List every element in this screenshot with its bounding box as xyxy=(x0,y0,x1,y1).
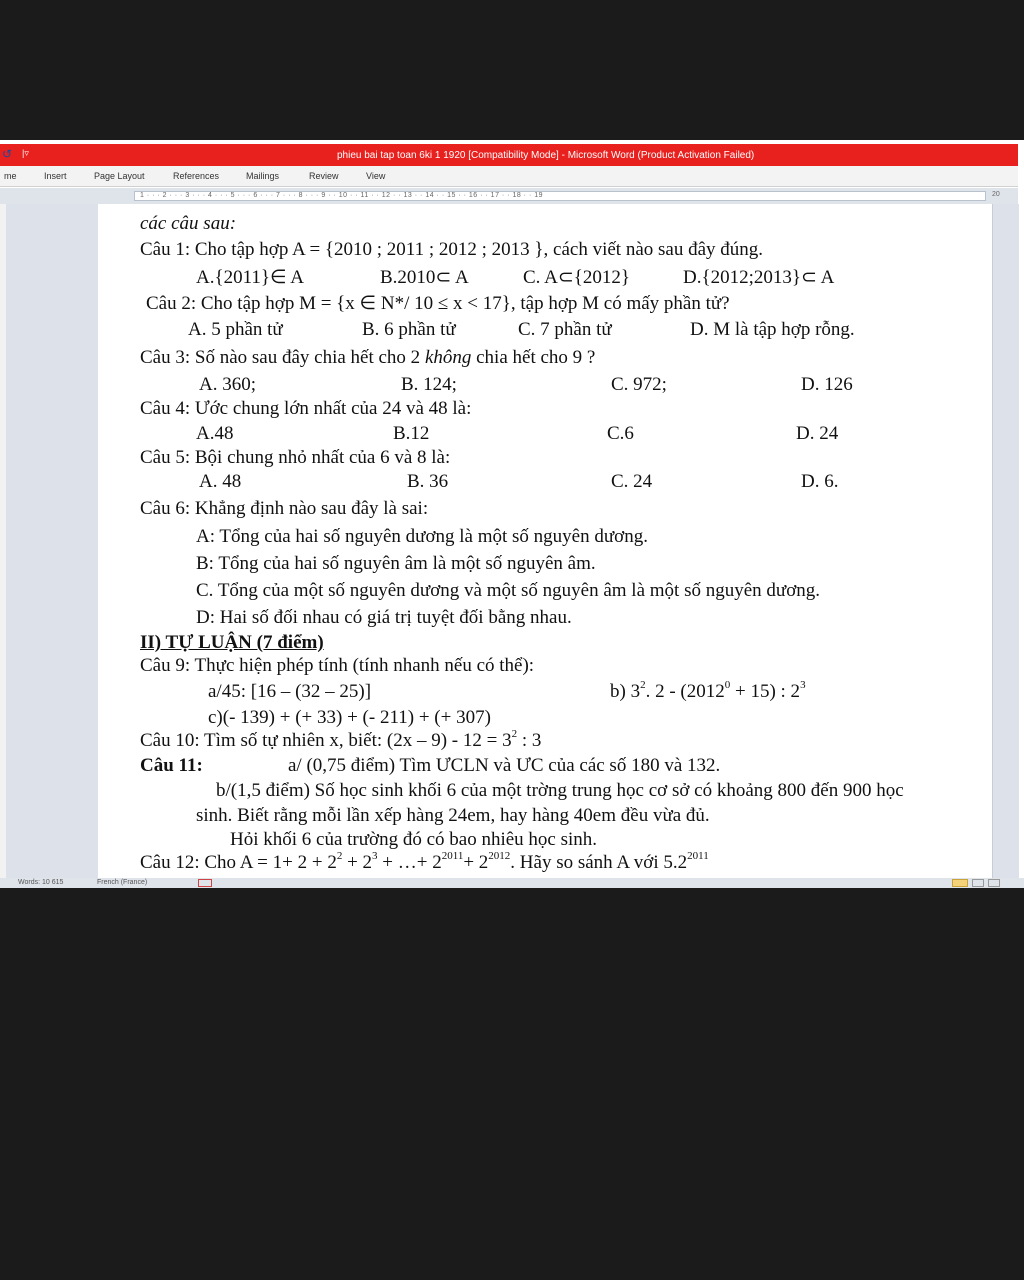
question-2-stem: Câu 2: Cho tập hợp M = {x ∈ N*/ 10 ≤ x < 17}, tập hợp M có mấy phần tử? xyxy=(146,293,730,314)
question-4-option-d: D. 24 xyxy=(796,423,839,444)
question-3-option-c: C. 972; xyxy=(611,374,667,395)
question-4-stem: Câu 4: Ước chung lớn nhất của 24 và 48 là: xyxy=(140,398,472,419)
q9b-text-3: + 15) : 2 xyxy=(730,681,801,702)
tab-view[interactable]: View xyxy=(366,171,386,181)
question-3-option-b: B. 124; xyxy=(401,374,457,395)
section-2-heading: II) TỰ LUẬN (7 điểm) xyxy=(140,632,324,653)
question-4-option-b: B.12 xyxy=(393,423,430,444)
question-3-option-a: A. 360; xyxy=(199,374,256,395)
quick-access-toolbar[interactable]: |▿ xyxy=(22,148,29,158)
q10-text-2: : 3 xyxy=(517,730,542,751)
question-11-part-a: a/ (0,75 điểm) Tìm ƯCLN và ƯC của các số 180 và 132. xyxy=(288,755,721,776)
question-4-option-c: C.6 xyxy=(607,423,634,444)
web-layout-view-icon[interactable] xyxy=(988,879,1000,887)
tab-page-layout[interactable]: Page Layout xyxy=(94,171,145,181)
ruler-end-number: 20 xyxy=(992,191,1000,198)
question-5-option-d: D. 6. xyxy=(801,471,839,492)
question-11-part-b-line-2: sinh. Biết rằng mỗi lần xếp hàng 24em, hay hàng 40em đều vừa đủ. xyxy=(196,805,710,826)
question-5-option-a: A. 48 xyxy=(199,471,242,492)
ribbon-tabs xyxy=(0,166,1018,187)
question-9-part-a: a/45: [16 – (32 – 25)] xyxy=(208,681,372,702)
question-11-label: Câu 11: xyxy=(140,755,203,776)
word-app-icon[interactable]: ↺ xyxy=(2,147,13,161)
ruler-ticks: 1 · · · 2 · · · 3 · · · 4 · · · 5 · · · 6 · · · 7 · · · 8 · · · 9 · · 10 · · 11 · · 12 · · 13 · · 14 · · 15 · · 16 · · 17 · · 18 · · 19 xyxy=(140,192,544,199)
tab-home[interactable]: me xyxy=(4,171,17,181)
intro-text: các câu sau: xyxy=(140,213,237,234)
question-5-stem: Câu 5: Bội chung nhỏ nhất của 6 và 8 là: xyxy=(140,447,451,468)
full-screen-view-icon[interactable] xyxy=(972,879,984,887)
title-bar xyxy=(0,144,1018,166)
q9b-exponent-2: 0 xyxy=(724,679,731,691)
q9b-exponent-1: 2 xyxy=(640,679,646,691)
macro-record-icon[interactable] xyxy=(198,879,212,887)
window-title: phieu bai tap toan 6ki 1 1920 [Compatibility Mode] - Microsoft Word (Product Activation Failed) xyxy=(337,150,755,161)
question-3-option-d: D. 126 xyxy=(801,374,853,395)
question-1-option-d: D.{2012;2013}⊂ A xyxy=(683,267,835,288)
question-9-part-b xyxy=(610,681,806,703)
question-6-statement-c: C. Tổng của một số nguyên dương và một số nguyên âm là một số nguyên dương. xyxy=(196,580,821,601)
q12-text-2: + 2 xyxy=(342,852,373,873)
question-10-stem xyxy=(140,730,541,752)
tab-references[interactable]: References xyxy=(173,171,220,181)
question-11-part-b-line-1: b/(1,5 điểm) Số học sinh khối 6 của một trờng trung học cơ sở có khoảng 800 đến 900 học xyxy=(216,780,904,801)
question-6-statement-b: B: Tổng của hai số nguyên âm là một số nguyên âm. xyxy=(196,553,596,574)
question-2-option-a: A. 5 phần tử xyxy=(188,319,283,340)
question-2-option-d: D. M là tập hợp rỗng. xyxy=(690,319,855,340)
q12-text-3: + …+ 2 xyxy=(377,852,442,873)
q12-text-4: + 2 xyxy=(463,852,489,873)
q9b-exponent-3: 3 xyxy=(800,679,806,691)
q12-text-5: . Hãy so sánh A với 5.2 xyxy=(510,852,688,873)
question-5-option-b: B. 36 xyxy=(407,471,449,492)
q9b-text-1: b) 3 xyxy=(610,681,641,702)
tab-review[interactable]: Review xyxy=(309,171,339,181)
print-layout-view-icon[interactable] xyxy=(952,879,968,887)
language-indicator[interactable]: French (France) xyxy=(97,879,148,886)
q12-exponent-5: 2011 xyxy=(687,850,709,862)
status-bar xyxy=(0,878,1024,888)
horizontal-ruler[interactable] xyxy=(0,188,1018,204)
q12-text-1: Câu 12: Cho A = 1+ 2 + 2 xyxy=(140,852,337,873)
question-4-option-a: A.48 xyxy=(196,423,234,444)
question-3-stem-end: chia hết cho 9 ? xyxy=(471,347,596,368)
question-9-part-c: c)(- 139) + (+ 33) + (- 211) + (+ 307) xyxy=(208,707,491,728)
question-3-stem-start: Câu 3: Số nào sau đây chia hết cho 2 xyxy=(140,347,425,368)
question-6-statement-d: D: Hai số đối nhau có giá trị tuyệt đối bằng nhau. xyxy=(196,607,572,628)
document-page[interactable] xyxy=(98,204,992,878)
question-11-part-b-line-3: Hỏi khối 6 của trường đó có bao nhiêu học sinh. xyxy=(230,829,598,850)
question-3-stem-emphasis: không xyxy=(424,347,472,368)
question-1-option-a: A.{2011}∈ A xyxy=(196,267,304,288)
question-5-option-c: C. 24 xyxy=(611,471,653,492)
question-1-option-c: C. A⊂{2012} xyxy=(523,267,631,288)
question-1-stem: Câu 1: Cho tập hợp A = {2010 ; 2011 ; 2012 ; 2013 }, cách viết nào sau đây đúng. xyxy=(140,239,764,260)
question-2-option-c: C. 7 phần tử xyxy=(518,319,612,340)
word-window xyxy=(0,140,1024,888)
tab-mailings[interactable]: Mailings xyxy=(246,171,280,181)
left-margin-area xyxy=(6,204,98,878)
question-6-statement-a: A: Tổng của hai số nguyên dương là một số nguyên dương. xyxy=(196,526,648,547)
q12-exponent-2: 3 xyxy=(372,850,378,862)
question-6-stem: Câu 6: Khẳng định nào sau đây là sai: xyxy=(140,498,429,519)
word-count[interactable]: Words: 10 615 xyxy=(18,879,64,886)
question-12-stem xyxy=(140,852,709,874)
q12-exponent-1: 2 xyxy=(336,850,343,862)
tab-insert[interactable]: Insert xyxy=(44,171,67,181)
question-2-option-b: B. 6 phần tử xyxy=(362,319,456,340)
q12-exponent-3: 2011 xyxy=(441,850,464,862)
q12-exponent-4: 2012 xyxy=(488,850,511,862)
q9b-text-2: . 2 - (2012 xyxy=(645,681,725,702)
question-1-option-b: B.2010⊂ A xyxy=(380,267,469,288)
question-3-stem xyxy=(140,347,595,369)
q10-exponent: 2 xyxy=(511,728,518,740)
right-margin-area xyxy=(992,204,1019,878)
question-9-stem: Câu 9: Thực hiện phép tính (tính nhanh nếu có thể): xyxy=(140,655,535,676)
q10-text-1: Câu 10: Tìm số tự nhiên x, biết: (2x – 9) - 12 = 3 xyxy=(140,730,512,751)
